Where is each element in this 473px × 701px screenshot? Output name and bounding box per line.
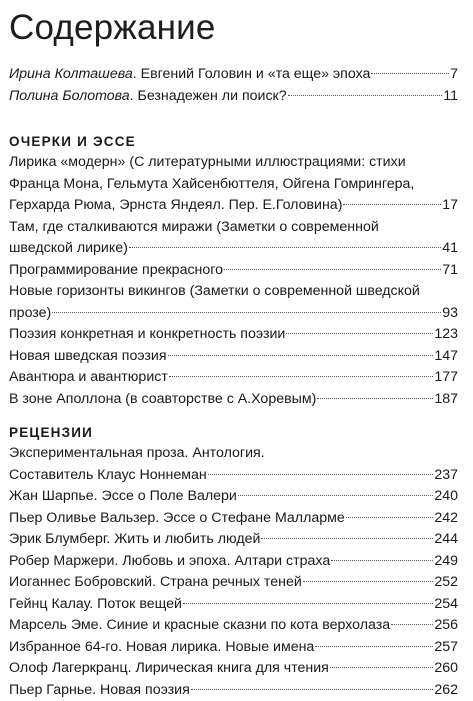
page-number: 256 [434, 615, 458, 635]
dot-leader [129, 247, 441, 248]
toc-entry [9, 551, 458, 573]
toc-entry [9, 572, 458, 594]
section-heading-reviews: РЕЦЕНЗИИ [9, 425, 93, 440]
entry-author: Полина Болотова [9, 88, 130, 104]
toc-entry [9, 637, 458, 659]
entry-title-line: Экспериментальная проза. Антология. [9, 443, 458, 465]
page-number: 71 [442, 260, 458, 280]
page-number: 240 [434, 486, 458, 506]
dot-leader [343, 204, 441, 205]
toc-entry [9, 346, 458, 368]
toc-entry [9, 594, 458, 616]
page-number: 123 [434, 324, 458, 344]
toc-entry [9, 303, 458, 325]
entry-title: . Безнадежен ли поиск? [130, 88, 287, 104]
page-number: 254 [434, 594, 458, 614]
entry-title-line: Франца Мона, Гельмута Хайсенбюттеля, Ойгена Гомрингера, [9, 174, 458, 196]
entry-title: Иоганнес Бобровский. Страна речных теней [9, 572, 302, 592]
section-heading-essays: ОЧЕРКИ И ЭССЕ [9, 134, 136, 149]
dot-leader [191, 689, 434, 690]
page-number: 41 [442, 238, 458, 258]
entry-title: Поэзия конкретная и конкретность поэзии [9, 324, 285, 344]
dot-leader [224, 269, 441, 270]
page-number: 187 [434, 389, 458, 409]
entry-title: шведской лирике) [9, 238, 128, 258]
entry-title: Жан Шарпье. Эссе о Поле Валери [9, 486, 237, 506]
page-number: 11 [443, 86, 458, 106]
entry-title: Марсель Эме. Синие и красные сказни по кота верхолаза [9, 615, 390, 635]
page-number: 147 [434, 346, 458, 366]
entry-title: прозе) [9, 303, 51, 323]
dot-leader [169, 376, 433, 377]
dot-leader [288, 95, 443, 96]
dot-leader [303, 581, 434, 582]
page-number: 17 [442, 195, 458, 215]
entry-title-line: Там, где сталкиваются миражи (Заметки о современной [9, 217, 458, 239]
dot-leader [261, 538, 433, 539]
entry-title: Пьер Оливье Вальзер. Эссе о Стефане Малларме [9, 508, 345, 528]
dot-leader [330, 667, 433, 668]
toc-entry [9, 486, 458, 508]
entry-title: . Евгений Головин и «та еще» эпоха [133, 66, 371, 82]
page-number: 249 [434, 551, 458, 571]
entry-title: В зоне Аполлона (в соавторстве с А.Хоревым) [9, 389, 316, 409]
toc-entry [9, 324, 458, 346]
page-number: 262 [434, 680, 458, 700]
toc-entry [9, 615, 458, 637]
entry-title-line: Лирика «модерн» (С литературными иллюстрациями: стихи [9, 152, 458, 174]
entry-title: Герхарда Рюма, Эрнста Яндеял. Пер. Е.Головина) [9, 195, 342, 215]
page-number: 237 [434, 465, 458, 485]
page-number: 177 [434, 367, 458, 387]
toc-entry [9, 465, 458, 487]
entry-title: Олоф Лагеркранц. Лирическая книга для чтения [9, 658, 329, 678]
page-number: 252 [434, 572, 458, 592]
dot-leader [315, 646, 433, 647]
dot-leader [168, 355, 434, 356]
dot-leader [371, 73, 449, 74]
essays-list [9, 152, 458, 410]
page-number: 242 [434, 508, 458, 528]
intro-list [9, 64, 458, 107]
toc-entry [9, 367, 458, 389]
entry-title: Пьер Гарнье. Новая поэзия [9, 680, 190, 700]
page-number: 93 [442, 303, 458, 323]
dot-leader [391, 624, 433, 625]
entry-title: Робер Маржери. Любовь и эпоха. Алтари страха [9, 551, 330, 571]
dot-leader [331, 560, 433, 561]
dot-leader [317, 398, 433, 399]
dot-leader [238, 495, 433, 496]
entry-title: Авантюра и авантюрист [9, 367, 168, 387]
toc-entry [9, 508, 458, 530]
page-number: 257 [434, 637, 458, 657]
toc-entry [9, 658, 458, 680]
reviews-list [9, 443, 458, 701]
entry-title: Составитель Клаус Ноннеман [9, 465, 207, 485]
dot-leader [208, 474, 434, 475]
toc-entry [9, 260, 458, 282]
page-title: Содержание [9, 8, 216, 48]
entry-author: Ирина Колташева [9, 66, 133, 82]
entry-title: Новая шведская поэзия [9, 346, 167, 366]
entry-title: Эрик Блумберг. Жить и любить людей [9, 529, 260, 549]
toc-entry [9, 195, 458, 217]
entry-title: Программирование прекрасного [9, 260, 223, 280]
toc-entry [9, 529, 458, 551]
intro-entry [9, 64, 458, 86]
toc-entry [9, 389, 458, 411]
dot-leader [286, 333, 433, 334]
intro-entry [9, 86, 458, 108]
dot-leader [346, 517, 434, 518]
entry-title: Гейнц Калау. Поток вещей [9, 594, 182, 614]
entry-title: Избранное 64-го. Новая лирика. Новые имена [9, 637, 314, 657]
toc-entry [9, 680, 458, 701]
entry-title-line: Новые горизонты викингов (Заметки о современной шведской [9, 281, 458, 303]
page-number: 7 [450, 64, 458, 84]
page-number: 260 [434, 658, 458, 678]
page-number: 244 [434, 529, 458, 549]
toc-entry [9, 238, 458, 260]
dot-leader [52, 312, 441, 313]
dot-leader [183, 603, 433, 604]
